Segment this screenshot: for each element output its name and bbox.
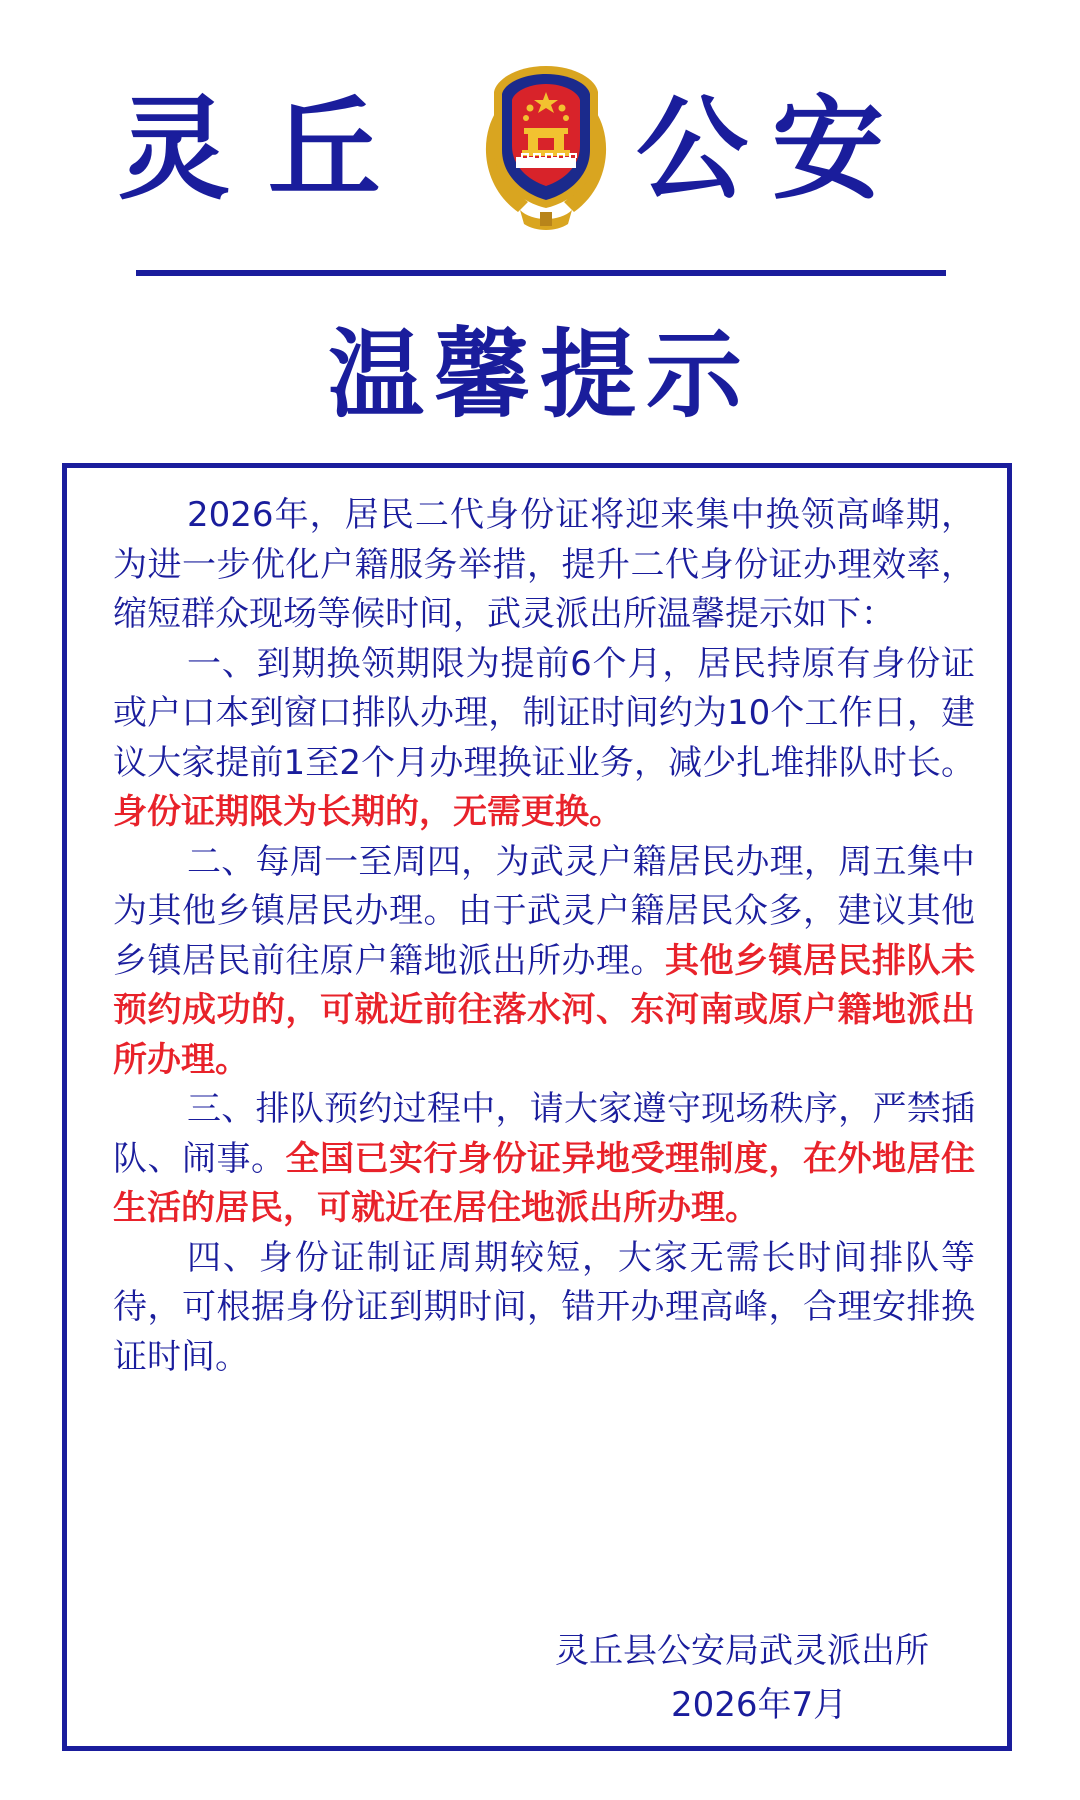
signature-date: 2026年7月	[671, 1685, 848, 1725]
title-char-1: 灵	[118, 84, 230, 215]
notice-item-2-text: 二、每周一至周四，为武灵户籍居民办理，周五集中为其他乡镇居民办理。由于武灵户籍居民众多，建议其他乡镇居民前往原户籍地派出所办理。	[113, 841, 975, 981]
notice-body	[113, 491, 975, 1382]
notice-item-2-highlight: 其他乡镇居民排队未预约成功的，可就近前往落水河、东河南或原户籍地派出所办理。	[113, 940, 975, 1080]
police-emblem-icon	[468, 62, 624, 234]
notice-item-4: 四、身份证制证周期较短，大家无需长时间排队等待，可根据身份证到期时间，错开办理高峰，合理安排换证时间。	[113, 1237, 975, 1377]
header	[0, 0, 1080, 270]
notice-item-1-text: 一、到期换领期限为提前6个月，居民持原有身份证或户口本到窗口排队办理，制证时间约为10个工作日，建议大家提前1至2个月办理换证业务，减少扎堆排队时长。	[113, 643, 975, 783]
notice-item-2	[113, 838, 975, 1086]
notice-item-1	[113, 640, 975, 838]
title-char-2: 丘	[268, 84, 380, 215]
notice-item-1-highlight: 身份证期限为长期的，无需更换。	[113, 792, 623, 832]
notice-intro: 2026年，居民二代身份证将迎来集中换领高峰期，为进一步优化户籍服务举措，提升二代身份证办理效率，缩短群众现场等候时间，武灵派出所温馨提示如下：	[113, 495, 975, 634]
notice-item-3-text: 三、排队预约过程中，请大家遵守现场秩序，严禁插队、闹事。	[113, 1089, 975, 1179]
notice-item-3-highlight: 全国已实行身份证异地受理制度，在外地居住生活的居民，可就近在居住地派出所办理。	[113, 1138, 975, 1228]
notice-item-3	[113, 1085, 975, 1234]
signature-organization: 灵丘县公安局武灵派出所	[555, 1631, 929, 1671]
title-char-4: 安	[772, 84, 884, 215]
notice-title: 温馨提示	[328, 318, 752, 431]
header-divider	[136, 270, 946, 276]
title-char-3: 公	[636, 84, 748, 215]
